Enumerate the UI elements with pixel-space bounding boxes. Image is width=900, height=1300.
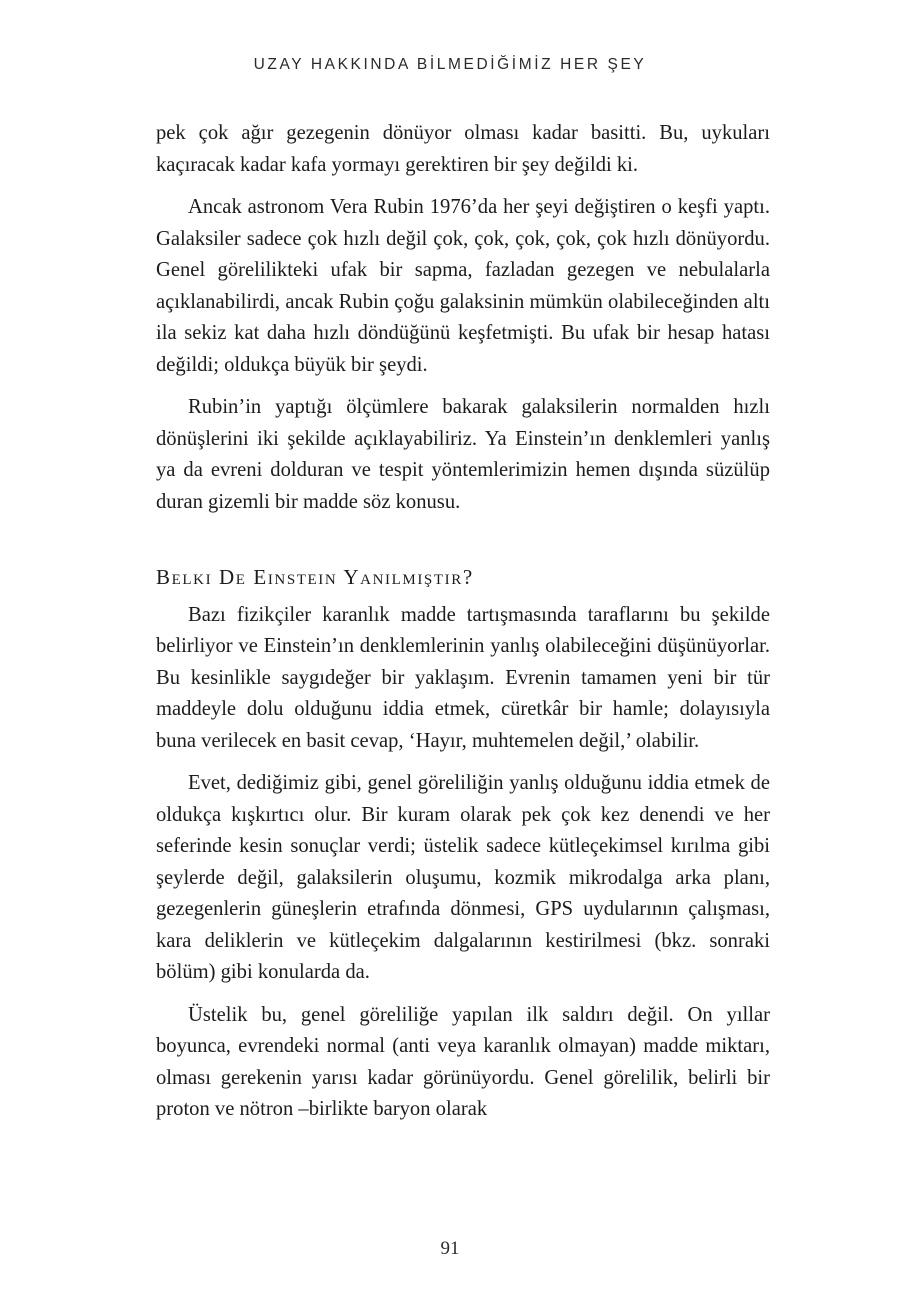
paragraph-vera-rubin: Ancak astronom Vera Rubin 1976’da her şeyi değiştiren o keşfi yaptı. Galaksiler sadece çok hızlı değil çok, çok, çok, çok, çok hızlı dönüyordu. Genel görelilikteki ufak bir sapma, fazladan gezegen ve nebulalarla açıklanabilirdi, ancak Rubin çoğu galaksinin mümkün olabileceğinden altı ila sekiz kat daha hızlı döndüğünü keşfetmişti. Bu ufak bir hesap hatası değildi; oldukça büyük bir şeydi.	[156, 196, 770, 376]
paragraph-continued: pek çok ağır gezegenin dönüyor olması kadar basitti. Bu, uykuları kaçıracak kadar kafa yormayı gerektiren bir şey değildi ki.	[156, 122, 770, 176]
paragraph-not-first-attack: Üstelik bu, genel göreliliğe yapılan ilk saldırı değil. On yıllar boyunca, evrendeki normal (anti veya karanlık olmayan) madde miktarı, olması gerekenin yarısı kadar görünüyordu. Genel görelilik, belirli bir proton ve nötron –birlikte baryon olarak	[156, 1003, 770, 1120]
paragraph-two-explanations: Rubin’in yaptığı ölçümlere bakarak galaksilerin normalden hızlı dönüşlerini iki şekilde açıklayabiliriz. Ya Einstein’ın denklemleri yanlış ya da evreni dolduran ve tespit yöntemlerimizin hemen dışında süzülüp duran gizemli bir madde söz konusu.	[156, 396, 770, 513]
page-body	[156, 118, 770, 1126]
paragraph-some-physicists: Bazı fizikçiler karanlık madde tartışmasında taraflarını bu şekilde belirliyor ve Einstein’ın denklemlerinin yanlış olabileceğini düşünüyorlar. Bu kesinlikle saygıdeğer bir yaklaşım. Evrenin tamamen yeni bir tür maddeyle dolu olduğunu iddia etmek, cüretkâr bir hamle; dolayısıyla buna verilecek en basit cevap, ‘Hayır, muhtemelen değil,’ olabilir.	[156, 603, 770, 752]
paragraph-general-relativity-tested: Evet, dediğimiz gibi, genel göreliliğin yanlış olduğunu iddia etmek de oldukça kışkırtıcı olur. Bir kuram olarak pek çok kez denendi ve her seferinde kesin sonuçlar verdi; üstelik sadece kütleçekimsel kırılma gibi şeylerde değil, galaksilerin oluşumu, kozmik mikrodalga arka planı, gezegenlerin güneşlerin etrafında dönmesi, GPS uydularının çalışması, kara deliklerin ve kütleçekim dalgalarının kestirilmesi (bkz. sonraki bölüm) gibi konularda da.	[156, 772, 770, 983]
running-head: UZAY HAKKINDA BİLMEDİĞİMİZ HER ŞEY	[253, 56, 647, 73]
section-heading: Belki De Einstein Yanılmıştır?	[156, 565, 474, 589]
page-number: 91	[440, 1238, 460, 1259]
